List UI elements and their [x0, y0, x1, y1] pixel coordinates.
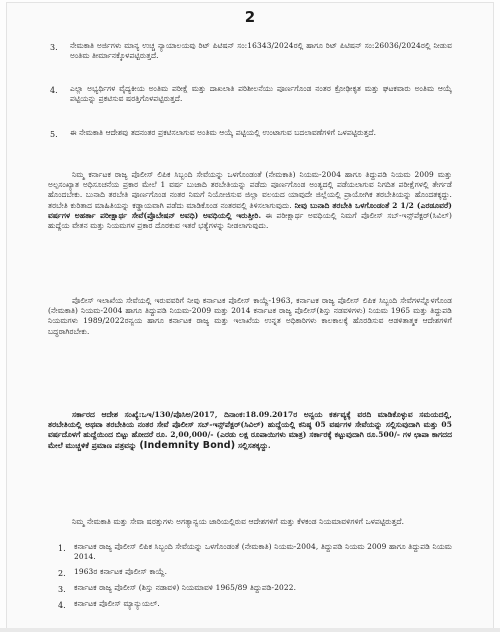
- paragraph-text: ಸಲ್ಲಿಸತಕ್ಕದ್ದು.: [237, 440, 271, 450]
- page-bottom-edge: [0, 628, 500, 632]
- indemnity-bond-label: (Indemnity Bond): [139, 439, 236, 451]
- list-item-text: ಕರ್ನಾಟಕ ರಾಜ್ಯ ಪೊಲೀಸ್ (ಶಿಸ್ತು ನಡಾವಳಿ) ನಿಯಮಾವಳಿ 1965/89 ತಿದ್ದುಪಡಿ-2022.: [74, 583, 297, 592]
- list-number: 3.: [58, 585, 66, 594]
- paragraph-indemnity: [48, 410, 452, 451]
- list-item-text: ಈ ನೇಮಕಾತಿ ಆದೇಶವು ತದನಂತರ ಪ್ರಕಟಿಸಲಾಗುವ ಅಂತಿಮ ಆಯ್ಕೆ ಪಟ್ಟಿಯಲ್ಲಿ ಉಂಟಾಗುವ ಬದಲಾವಣೆಗಳಿಗೆ ಒಳಪಟ್ಟಿರುತ್ತದೆ.: [70, 128, 377, 137]
- paragraph-text: ಈ ಪರೀಕ್ಷಾರ್ಥ ಅವಧಿಯಲ್ಲಿ ನಿಮಗೆ ಪೊಲೀಸ್ ಸಬ್-ಇನ್ಸ್‌ಪೆಕ್ಟರ್(ಸಿವಿಲ್) ಹುದ್ದೆಯ ವೇತನ ಮತ್ತು ನಿಯಮಗಳ ಪ್ರಕಾರ ದೊರಕುವ ಇತರೆ ಭತ್ಯೆಗಳನ್ನು ನೀಡಲಾಗುವುದು.: [48, 210, 452, 231]
- list-item-text: ಕರ್ನಾಟಕ ಪೊಲೀಸ್ ಮ್ಯಾನ್ಯುಯಲ್.: [74, 599, 160, 608]
- list-number: 5.: [50, 130, 58, 139]
- paragraph-probation: [48, 170, 452, 231]
- list-item-text: ಕರ್ನಾಟಕ ರಾಜ್ಯ ಪೊಲೀಸ್ ಲಿಪಿಕ ಸಿಬ್ಬಂದಿ ಸೇವೆಯನ್ನು ಒಳಗೊಂಡಂತೆ (ನೇಮಕಾತಿ) ನಿಯಮ-2004, ತಿದ್ದುಪಡಿ ನಿಯಮ 2009 ಹಾಗೂ ತಿದ್ದುಪಡಿ ನಿಯಮ 2014.: [74, 542, 452, 562]
- list-number: 3.: [50, 43, 58, 52]
- paragraph-rules: ಪೊಲೀಸ್ ಇಲಾಖೆಯ ಸೇವೆಯಲ್ಲಿ ಇರುವವರಿಗೆ ನೀವು ಕರ್ನಾಟಕ ಪೊಲೀಸ್ ಕಾಯ್ದೆ-1963, ಕರ್ನಾಟಕ ರಾಜ್ಯ ಪೊಲೀಸ್ ಲಿಪಿಕ ಸಿಬ್ಬಂದಿ ಸೇವೆಗಳನ್ನೊಳಗೊಂಡ (ನೇಮಕಾತಿ) ನಿಯಮ-2004 ಹಾಗೂ ತಿದ್ದುಪಡಿ ನಿಯಮ-2009 ಮತ್ತು 2014 ಕರ್ನಾಟಕ ರಾಜ್ಯ ಪೊಲೀಸ್(ಶಿಸ್ತು ನಡವಳಿಗಳು) ನಿಯಮ 1965 ಮತ್ತು ತಿದ್ದುಪಡಿ ನಿಯಮಗಳು 1989/2022ರನ್ವಯ ಹಾಗೂ ಕರ್ನಾಟಕ ರಾಜ್ಯ ಮತ್ತು ಇಲಾಖೆಯ ಉನ್ನತ ಅಧಿಕಾರಿಗಳು ಕಾಲಕಾಲಕ್ಕೆ ಹೊರಡಿಸುವ ಆಡಳಿತಾತ್ಮಕ ಆದೇಶಗಳಿಗೆ ಬದ್ಧರಾಗಿರಬೇಕು.: [48, 296, 452, 336]
- list-number: 4.: [58, 601, 66, 610]
- paragraph-conditions: ನಿಮ್ಮ ನೇಮಕಾತಿ ಮತ್ತು ಸೇವಾ ಷರತ್ತುಗಳು ಅಗತ್ಯಾನ್ವಯ ಜಾರಿಯಲ್ಲಿರುವ ಆದೇಶಗಳಿಗೆ ಮತ್ತು ಕೆಳಕಂಡ ನಿಯಮಾವಳಿಗಳಿಗೆ ಒಳಪಟ್ಟಿರುತ್ತದೆ.: [72, 517, 405, 526]
- list-item-text: 1963ರ ಕರ್ನಾಟಕ ಪೊಲೀಸ್ ಕಾಯ್ದೆ.: [74, 567, 168, 576]
- list-item-text: ನೇಮಕಾತಿ ಅರ್ಜಿಗಳು ಮಾನ್ಯ ಉಚ್ಚ ನ್ಯಾಯಾಲಯವು ರಿಟ್ ಪಿಟಿಷನ್ ಸಂ:16343/2024ರಲ್ಲಿ ಹಾಗೂ ರಿಟ್ ಪಿಟಿಷನ್ ಸಂ:26036/2024ರಲ್ಲಿ ನೀಡುವ ಅಂತಿಮ ತೀರ್ಮಾನಕ್ಕೊಳಪಟ್ಟಿರುತ್ತದೆ.: [70, 41, 452, 61]
- list-item-text: ಎಲ್ಲಾ ಅಭ್ಯರ್ಥಿಗಳ ವೈದ್ಯಕೀಯ ಅಂತಿಮ ಪರೀಕ್ಷೆ ಮತ್ತು ದಾಖಲಾತಿ ಪರಿಶೀಲನೆಯು ಪೂರ್ಣಗೊಂಡ ನಂತರ ಕ್ರೋಢೀಕೃತ ಮತ್ತು ಘಟಕವಾರು ಅಂತಿಮ ಆಯ್ಕೆ ಪಟ್ಟಿಯನ್ನು ಪ್ರಕಟಿಸುವ ಷರತ್ತಿಗೊಳಪಟ್ಟಿರುತ್ತದೆ.: [70, 84, 452, 104]
- page-number: 2: [244, 8, 256, 26]
- list-number: 1.: [58, 544, 66, 553]
- paragraph-text: ಸರ್ಕಾರದ ಆದೇಶ ಸಂಖ್ಯೆ:ಒಇ/130/ಪೊಸಿಅ/2017, ದಿನಾಂಕ:18.09.2017ರ ಅನ್ವಯ ಕರ್ತವ್ಯಕ್ಕೆ ವರದಿ ಮಾಡಿಕೊಳ್ಳುವ ಸಮಯದಲ್ಲಿ, ತರಬೇತಿಯಲ್ಲಿ ಅಥವಾ ತರಬೇತಿಯ ನಂತರ ಸೇವೆ ಪೊಲೀಸ್ ಸಬ್-ಇನ್ಸ್‌ಪೆಕ್ಟರ್(ಸಿವಿಲ್) ಹುದ್ದೆಯಲ್ಲಿ ಕನಿಷ್ಠ 05 ವರ್ಷಗಳ ಸೇವೆಯನ್ನು ಸಲ್ಲಿಸುವುದಾಗಿ ಮತ್ತು 05 ವರ್ಷದೊಳಗೆ ಹುದ್ದೆಯಿಂದ ಬಿಟ್ಟು ಹೋದರೆ ರೂ. 2,00,000/- (ಎರಡು ಲಕ್ಷ ರೂಪಾಯಿಗಳು ಮಾತ್ರ) ಸರ್ಕಾರಕ್ಕೆ ಕಟ್ಟುವುದಾಗಿ ರೂ.500/- ಗಳ ಛಾಪಾ ಕಾಗದದ ಮೇಲೆ ಮುಚ್ಚಳಿಕೆ ಪ್ರಮಾಣ ಪತ್ರವನ್ನು: [48, 410, 452, 450]
- paragraph-text: ನಿಮ್ಮ ಕರ್ನಾಟಕ ರಾಜ್ಯ ಪೊಲೀಸ್ ಲಿಪಿಕ ಸಿಬ್ಬಂದಿ ಸೇವೆಯನ್ನು ಒಳಗೊಂಡಂತೆ (ನೇಮಕಾತಿ) ನಿಯಮ-2004 ಹಾಗೂ ತಿದ್ದುಪಡಿ ನಿಯಮ 2009 ಮತ್ತು ಅಲ್ಪಸಂಖ್ಯಾತ ಅಧಿಸೂಚನೆಯ ಪ್ರಕಾರ ಮೇಲೆ 1 ವರ್ಷ ಬುಜಾದಿ ತರಬೇತಿಯನ್ನು ಪಡೆದು ಪೂರ್ಣಗೊಂಡ ಅಂತ್ಯದಲ್ಲಿ ಪಡೆಯಲಾಗುವ ನಿಗದಿತ ಪರೀಕ್ಷೆಗಳಲ್ಲಿ ತೇರ್ಗಡೆ ಹೊಂದಬೇಕು. ಬುನಾದಿ ತರಬೇತಿ ಪೂರ್ಣಗೊಂಡ ನಂತರ ನಿಮಗೆ ನಿಯೋಜಿಸುವ ಜಿಲ್ಲಾ ವಲಯದ ಯಾವುದೇ ಜಿಲ್ಲೆಯಲ್ಲಿ ಪ್ರಾಯೋಗಿಕ ತರಬೇತಿಯನ್ನು ಹೊಂದತಕ್ಕದ್ದು. ತರಬೇತಿ ಕುರಿತಾದ ಮಾಹಿತಿಯನ್ನು ಕಡ್ಡಾಯವಾಗಿ ಪಡೆದು ಮಾಡಿಕೊಂಡ ನಂತರವಲ್ಲಿ ತಿಳಿಸಲಾಗುವುದು.: [48, 170, 452, 210]
- list-number: 2.: [58, 569, 66, 578]
- paragraph-bold-text: ನೀವು ಬುನಾದಿ ತರಬೇತಿ ಒಳಗೊಂಡಂತೆ 2 1/2 (ಎರಡೂವರೆ) ವರ್ಷಗಳ ಅಹರ್ತಾ ಪರೀಕ್ಷಾರ್ಥ ಸೇವೆ(ಪ್ರೊಬೇಷನ್ ಅವಧಿ) ಅವಧಿಯಲ್ಲಿ ಇರುತ್ತೀರಿ.: [48, 200, 452, 220]
- list-number: 4.: [50, 86, 58, 95]
